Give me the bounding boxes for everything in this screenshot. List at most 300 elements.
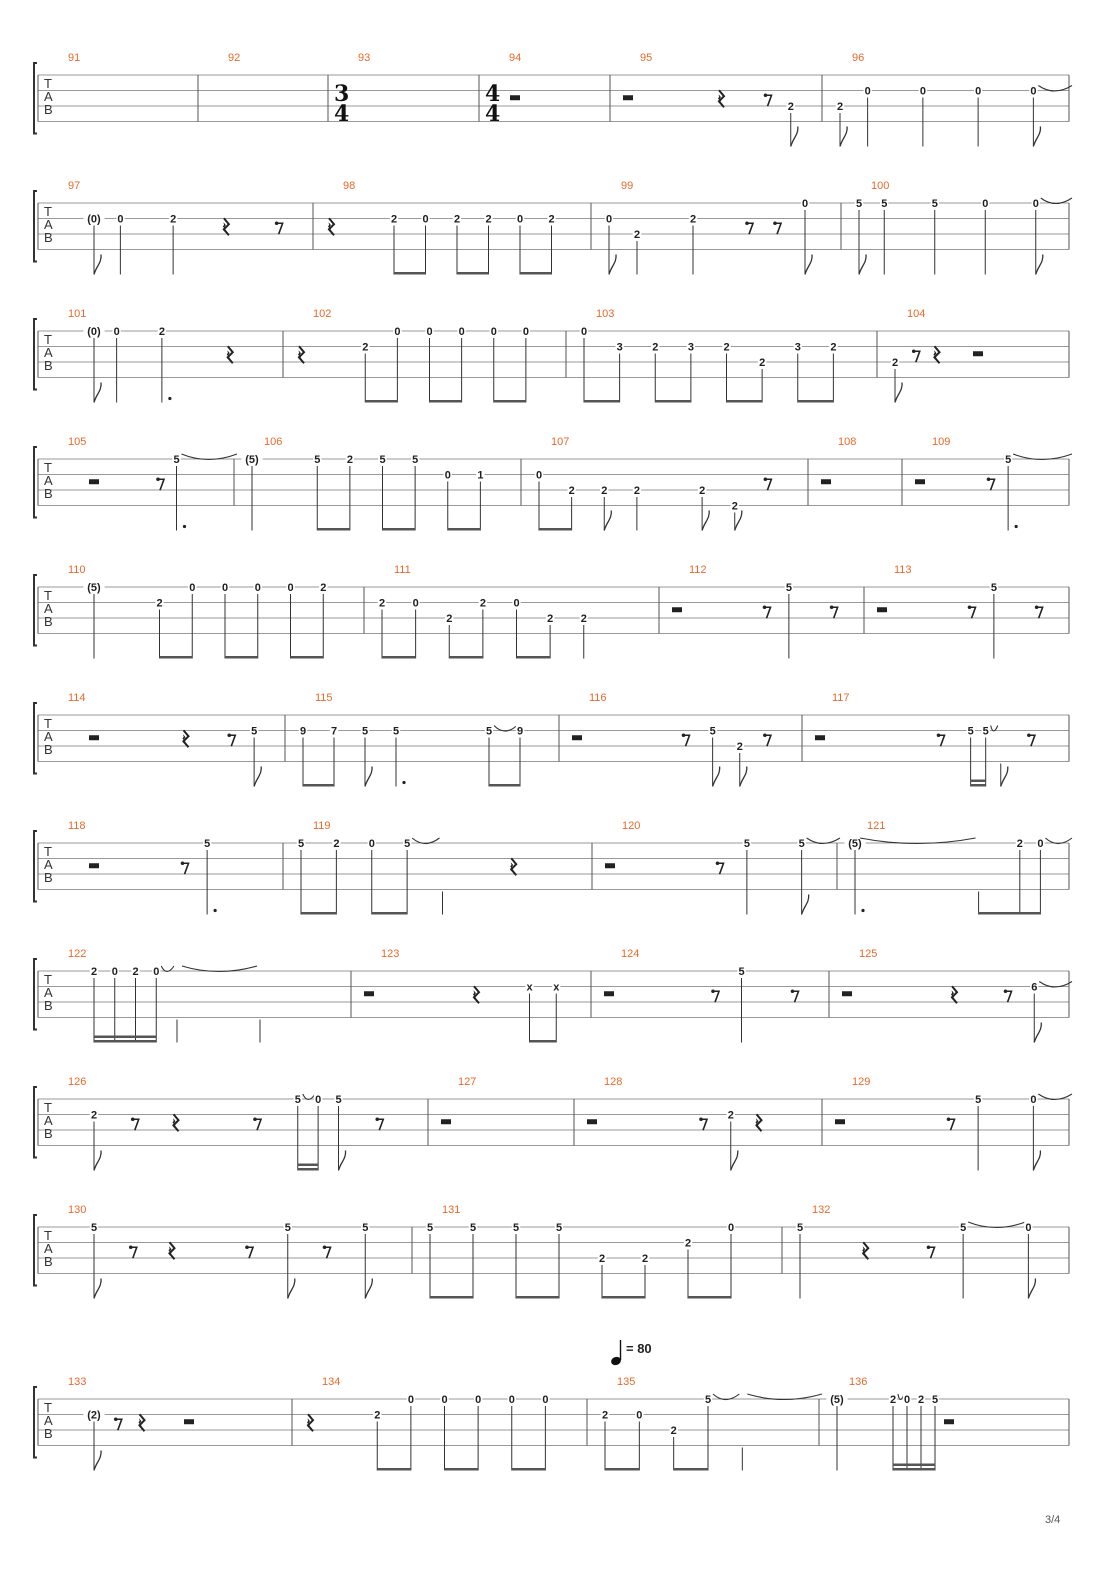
eighth-rest-dot [745, 221, 749, 225]
fret-number: 5 [404, 838, 411, 850]
beam-secondary [94, 1036, 156, 1039]
fret-number: 2 [548, 213, 555, 226]
fret-number: 5 [392, 725, 400, 738]
eighth-rest-dot [253, 1117, 257, 1121]
eighth-rest-dot [716, 861, 720, 865]
fret-number: (0) [87, 326, 101, 338]
dot [183, 525, 186, 528]
fret-number: 0 [315, 1094, 322, 1106]
fret-number: 5 [379, 454, 386, 466]
eighth-flag [94, 1451, 101, 1471]
quarter-rest: 𝄽 [932, 346, 938, 365]
measure-number: 123 [381, 948, 400, 960]
beam [602, 1296, 645, 1299]
eighth-rest-dot [764, 93, 768, 97]
fret-number: 5 [798, 838, 805, 850]
tab-clef-letter: T [44, 716, 52, 731]
tab-system [34, 564, 1069, 659]
tempo-label: = 80 [626, 1341, 652, 1356]
half-rest [604, 991, 614, 996]
beam-secondary [971, 780, 986, 783]
tab-clef-letter: A [44, 217, 53, 232]
measure-number: 98 [343, 180, 356, 192]
fret-number: 2 [736, 741, 743, 753]
fret-number: x [526, 981, 533, 994]
measure-number: 112 [689, 564, 707, 576]
eighth-flag [791, 127, 798, 147]
tab-system [34, 1376, 1069, 1471]
fret-number: 0 [422, 213, 429, 226]
tab-system [34, 692, 1069, 787]
fret-number: 5 [90, 1222, 98, 1234]
system-bracket [34, 191, 37, 262]
measure-number: 126 [68, 1076, 87, 1088]
half-rest [815, 735, 825, 740]
fret-number: 5 [362, 1222, 369, 1234]
beam [449, 656, 483, 659]
eighth-flag [740, 767, 747, 787]
eighth-rest-dot [764, 477, 768, 481]
system-bracket [34, 703, 37, 774]
tab-system [34, 948, 1072, 1043]
half-rest [89, 479, 99, 484]
beam [383, 528, 416, 531]
fret-number: (5) [848, 838, 862, 850]
fret-number: 5 [173, 454, 180, 466]
eighth-flag [94, 1151, 101, 1171]
fret-number: 0 [254, 582, 261, 594]
eighth-rest-dot [699, 1117, 703, 1121]
fret-number: 2 [479, 597, 486, 610]
measure-number: 133 [68, 1376, 87, 1388]
measure-number: 117 [832, 692, 850, 704]
tab-clef-letter: T [44, 1228, 52, 1243]
eighth-rest-dot [1027, 733, 1031, 737]
fret-number: 0 [903, 1394, 911, 1406]
eighth-flag [254, 767, 261, 787]
half-rest [587, 1119, 597, 1124]
eighth-rest-dot [711, 989, 715, 993]
measure-number: 108 [838, 436, 857, 448]
quarter-rest: 𝄽 [306, 1414, 311, 1433]
tab-clef-letter: T [44, 844, 52, 859]
tab-clef-letter: B [44, 102, 53, 117]
eighth-flag [94, 383, 101, 403]
measure-number: 97 [68, 180, 81, 192]
measure-number: 132 [812, 1204, 831, 1216]
half-rest [877, 607, 887, 612]
fret-number: 5 [709, 725, 716, 738]
quarter-rest: 𝄽 [327, 218, 332, 237]
tab-clef-letter: B [44, 870, 53, 885]
eighth-rest-dot [323, 1245, 327, 1249]
fret-number: 2 [156, 597, 163, 610]
dot [1015, 525, 1018, 528]
beam [448, 528, 481, 531]
eighth-rest-dot [763, 733, 767, 737]
fret-number: 2 [759, 357, 766, 369]
tab-clef-letter: B [44, 1426, 53, 1441]
eighth-flag [731, 1151, 738, 1171]
eighth-rest-dot [375, 1117, 379, 1121]
tab-clef-letter: B [44, 614, 53, 629]
fret-number: 2 [374, 1409, 381, 1422]
quarter-rest: 𝄽 [472, 986, 477, 1005]
tab-clef-letter: T [44, 332, 52, 347]
measure-number: 104 [907, 308, 926, 320]
eighth-rest-dot [114, 1417, 118, 1421]
fret-number: 0 [441, 1394, 448, 1406]
fret-number: 0 [189, 582, 196, 594]
measure-number: 105 [68, 436, 87, 448]
fret-number: 2 [787, 101, 794, 113]
eighth-flag [805, 255, 812, 275]
beam [365, 400, 397, 403]
fret-number: 2 [90, 1109, 98, 1122]
quarter-rest: 𝄽 [137, 1414, 143, 1433]
fret-number: (5) [87, 582, 101, 594]
fret-number: 2 [891, 357, 899, 369]
fret-number: 3 [794, 341, 801, 354]
quarter-rest: 𝄽 [950, 986, 955, 1005]
quarter-rest: 𝄽 [754, 1114, 760, 1133]
measure-number: 130 [68, 1204, 87, 1216]
fret-number: 5 [855, 198, 863, 210]
fret-number: x [553, 981, 560, 994]
tab-clef-letter: B [44, 1254, 53, 1269]
measure-number: 121 [867, 820, 886, 832]
tab-clef-letter: T [44, 1400, 52, 1415]
fret-number: 0 [412, 597, 419, 610]
beam [457, 272, 489, 275]
fret-number: 2 [453, 213, 461, 226]
measure-number: 94 [509, 52, 522, 64]
measure-number: 119 [313, 820, 331, 832]
fret-number: 5 [785, 582, 792, 594]
fret-number: 5 [361, 725, 369, 738]
beam-secondary [298, 1164, 318, 1167]
tab-clef-letter: B [44, 230, 53, 245]
fret-number: 2 [731, 500, 738, 513]
measure-number: 106 [264, 436, 283, 448]
fret-number: 5 [251, 725, 258, 738]
fret-number: 2 [378, 597, 386, 610]
eighth-flag [1033, 127, 1040, 147]
beam [382, 656, 416, 659]
measure-number: 107 [551, 436, 570, 448]
fret-number: 0 [111, 966, 118, 978]
measure-number: 128 [604, 1076, 623, 1088]
fret-number: 2 [320, 582, 327, 594]
beam [674, 1468, 708, 1471]
fret-number: 6 [1031, 981, 1038, 994]
eighth-rest-dot [129, 1245, 133, 1249]
fret-number: 0 [426, 326, 433, 338]
dot [168, 397, 171, 400]
fret-number: 5 [967, 725, 974, 738]
eighth-flag [713, 767, 720, 787]
fret-number: 5 [297, 838, 305, 850]
beam [225, 656, 258, 659]
fret-number: 2 [362, 341, 369, 354]
tab-system [34, 436, 1072, 531]
tab-clef-letter: A [44, 857, 53, 872]
measure-number: 101 [68, 308, 87, 320]
eighth-rest-dot [987, 477, 991, 481]
half-rest [184, 1419, 194, 1424]
tab-clef-letter: A [44, 345, 53, 360]
measure-number: 95 [640, 52, 653, 64]
beam [372, 912, 407, 915]
half-rest [915, 479, 925, 484]
measure-number: 127 [458, 1076, 477, 1088]
measure-number: 100 [871, 180, 890, 192]
beam-secondary [893, 1464, 935, 1467]
fret-number: 0 [287, 582, 294, 594]
beam [430, 400, 462, 403]
half-rest [672, 607, 682, 612]
fret-number: 2 [90, 966, 98, 978]
beam [301, 912, 336, 915]
fret-number: 0 [522, 326, 529, 338]
eighth-rest-dot [968, 605, 972, 609]
quarter-rest: 𝄽 [221, 218, 227, 237]
fret-number: 0 [475, 1394, 482, 1406]
measure-number: 136 [849, 1376, 868, 1388]
system-bracket [34, 831, 37, 902]
eighth-rest-dot [830, 605, 834, 609]
fret-number: (0) [87, 213, 101, 226]
eighth-flag [94, 255, 101, 275]
tab-clef-letter: A [44, 601, 53, 616]
beam [160, 656, 193, 659]
fret-number: 0 [1037, 838, 1044, 850]
fret-number: 0 [1030, 85, 1037, 98]
fret-number: 3 [616, 341, 623, 354]
tab-clef-letter: A [44, 985, 53, 1000]
tab-clef-letter: B [44, 358, 53, 373]
fret-number: 3 [687, 341, 694, 354]
fret-number: 5 [204, 838, 211, 850]
tab-clef-letter: B [44, 742, 53, 757]
fret-number: 0 [221, 582, 229, 594]
fret-number: 0 [605, 213, 613, 226]
fret-number: 9 [299, 725, 307, 738]
fret-number: 2 [170, 213, 177, 226]
fret-number: 0 [864, 85, 871, 98]
fret-number: 5 [743, 838, 750, 850]
fret-number: 2 [132, 966, 139, 978]
fret-number: 2 [601, 485, 608, 497]
fret-number: 2 [333, 838, 340, 850]
eighth-flag [94, 1279, 101, 1299]
system-bracket [34, 1215, 37, 1286]
beam [512, 1468, 546, 1471]
quarter-rest: 𝄽 [167, 1242, 173, 1261]
fret-number: 5 [990, 582, 997, 594]
beam [298, 1168, 318, 1171]
tab-clef-letter: B [44, 998, 53, 1013]
tab-clef-letter: A [44, 89, 53, 104]
measure-number: 99 [621, 180, 634, 192]
half-rest [623, 95, 633, 100]
fret-number: 0 [368, 838, 375, 850]
fret-number: 2 [652, 341, 659, 354]
fret-number: 0 [407, 1394, 414, 1406]
fret-number: 5 [796, 1222, 804, 1234]
fret-number: 2 [633, 485, 640, 497]
eighth-rest-dot [131, 1117, 135, 1121]
fret-number: 0 [727, 1222, 735, 1234]
fret-number: 0 [458, 326, 465, 338]
system-bracket [34, 63, 37, 134]
measure-number: 118 [68, 820, 86, 832]
measure-number: 115 [315, 692, 333, 704]
half-rest [944, 1419, 954, 1424]
eighth-flag [288, 1279, 295, 1299]
eighth-flag [339, 1151, 346, 1171]
fret-number: 0 [1030, 1094, 1037, 1106]
measure-number: 134 [322, 1376, 341, 1388]
measure-number: 113 [894, 564, 912, 576]
eighth-flag [609, 255, 616, 275]
fret-number: 2 [889, 1394, 897, 1406]
measure-number: 116 [589, 692, 607, 704]
fret-number: 2 [670, 1425, 677, 1437]
fret-number: (5) [245, 454, 259, 466]
tab-clef-letter: T [44, 972, 52, 987]
fret-number: (2) [87, 1409, 101, 1422]
eighth-rest-dot [927, 1245, 931, 1249]
measure-number: 110 [68, 564, 86, 576]
beam [584, 400, 620, 403]
eighth-flag [895, 383, 902, 403]
fret-number: 5 [412, 454, 419, 466]
fret-number: 2 [598, 1253, 606, 1265]
time-sig-bottom: 4 [485, 101, 501, 127]
measure-number: 125 [859, 948, 878, 960]
fret-number: 2 [689, 213, 697, 226]
eighth-flag [840, 127, 847, 147]
eighth-flag [1034, 1023, 1041, 1043]
fret-number: 2 [830, 341, 837, 354]
fret-number: 2 [580, 613, 587, 625]
fret-number: 0 [508, 1394, 515, 1406]
beam [394, 272, 426, 275]
half-rest [441, 1119, 451, 1124]
fret-number: 0 [636, 1409, 643, 1422]
fret-number: 5 [426, 1222, 434, 1234]
fret-number: 0 [542, 1394, 549, 1406]
fret-number: 2 [723, 341, 730, 354]
system-bracket [34, 1087, 37, 1158]
fret-number: 5 [738, 966, 745, 978]
half-rest [89, 735, 99, 740]
eighth-rest-dot [947, 1117, 951, 1121]
eighth-flag [1036, 255, 1043, 275]
fret-number: 2 [485, 213, 492, 226]
system-bracket [34, 1387, 37, 1458]
fret-number: 0 [975, 85, 982, 98]
measure-number: 93 [358, 52, 371, 64]
fret-number: 5 [704, 1394, 712, 1406]
quarter-rest: 𝄽 [225, 346, 231, 365]
fret-number: (5) [830, 1394, 844, 1406]
eighth-rest-dot [1004, 989, 1008, 993]
fret-number: 0 [113, 326, 120, 338]
eighth-rest-dot [912, 349, 916, 353]
fret-number: 2 [547, 613, 554, 625]
beam [605, 1468, 639, 1471]
measure-number: 114 [68, 692, 86, 704]
fret-number: 2 [727, 1109, 734, 1122]
measure-number: 111 [394, 564, 411, 576]
beam [530, 1040, 557, 1043]
beam [979, 912, 1041, 915]
beam [971, 784, 986, 787]
fret-number: 2 [699, 485, 706, 497]
time-sig-bottom: 4 [334, 101, 350, 127]
system-bracket [34, 319, 37, 390]
quarter-rest: 𝄽 [509, 858, 514, 877]
half-rest [973, 351, 983, 356]
fret-number: 5 [960, 1222, 967, 1234]
beam [377, 1468, 411, 1471]
beam [489, 784, 520, 787]
fret-number: 0 [580, 326, 588, 338]
eighth-flag [1033, 1151, 1040, 1171]
fret-number: 0 [490, 326, 497, 338]
tempo-marking [610, 1340, 652, 1366]
tab-system [34, 308, 1069, 403]
fret-number: 2 [836, 101, 844, 113]
beam [798, 400, 834, 403]
fret-number: 2 [568, 485, 575, 497]
time-sig-top: 3 [334, 81, 350, 107]
quarter-rest: 𝄽 [717, 90, 722, 109]
beam [688, 1296, 731, 1299]
eighth-rest-dot [156, 477, 160, 481]
fret-number: 0 [117, 213, 124, 226]
fret-number: 5 [1005, 454, 1012, 466]
fret-number: 5 [931, 198, 938, 210]
fret-number: 2 [641, 1253, 649, 1265]
fret-number: 7 [330, 725, 338, 738]
tab-system [34, 1076, 1072, 1171]
beam [893, 1468, 935, 1471]
fret-number: 2 [390, 213, 398, 226]
eighth-rest-dot [773, 221, 777, 225]
tab-system [34, 180, 1072, 275]
measure-number: 96 [852, 52, 865, 64]
beam [517, 656, 551, 659]
fret-number: 1 [477, 469, 484, 482]
eighth-flag [1028, 1279, 1035, 1299]
tab-clef-letter: A [44, 1413, 53, 1428]
beam [494, 400, 526, 403]
fret-number: 0 [1032, 198, 1039, 210]
fret-number: 2 [684, 1237, 692, 1250]
eighth-flag [859, 255, 866, 275]
measure-number: 124 [621, 948, 640, 960]
fret-number: 5 [975, 1094, 982, 1106]
fret-number: 0 [444, 469, 451, 482]
beam [303, 784, 334, 787]
eighth-flag [365, 1279, 372, 1299]
tab-clef-letter: T [44, 204, 52, 219]
measure-number: 131 [442, 1204, 461, 1216]
half-rest [842, 991, 852, 996]
